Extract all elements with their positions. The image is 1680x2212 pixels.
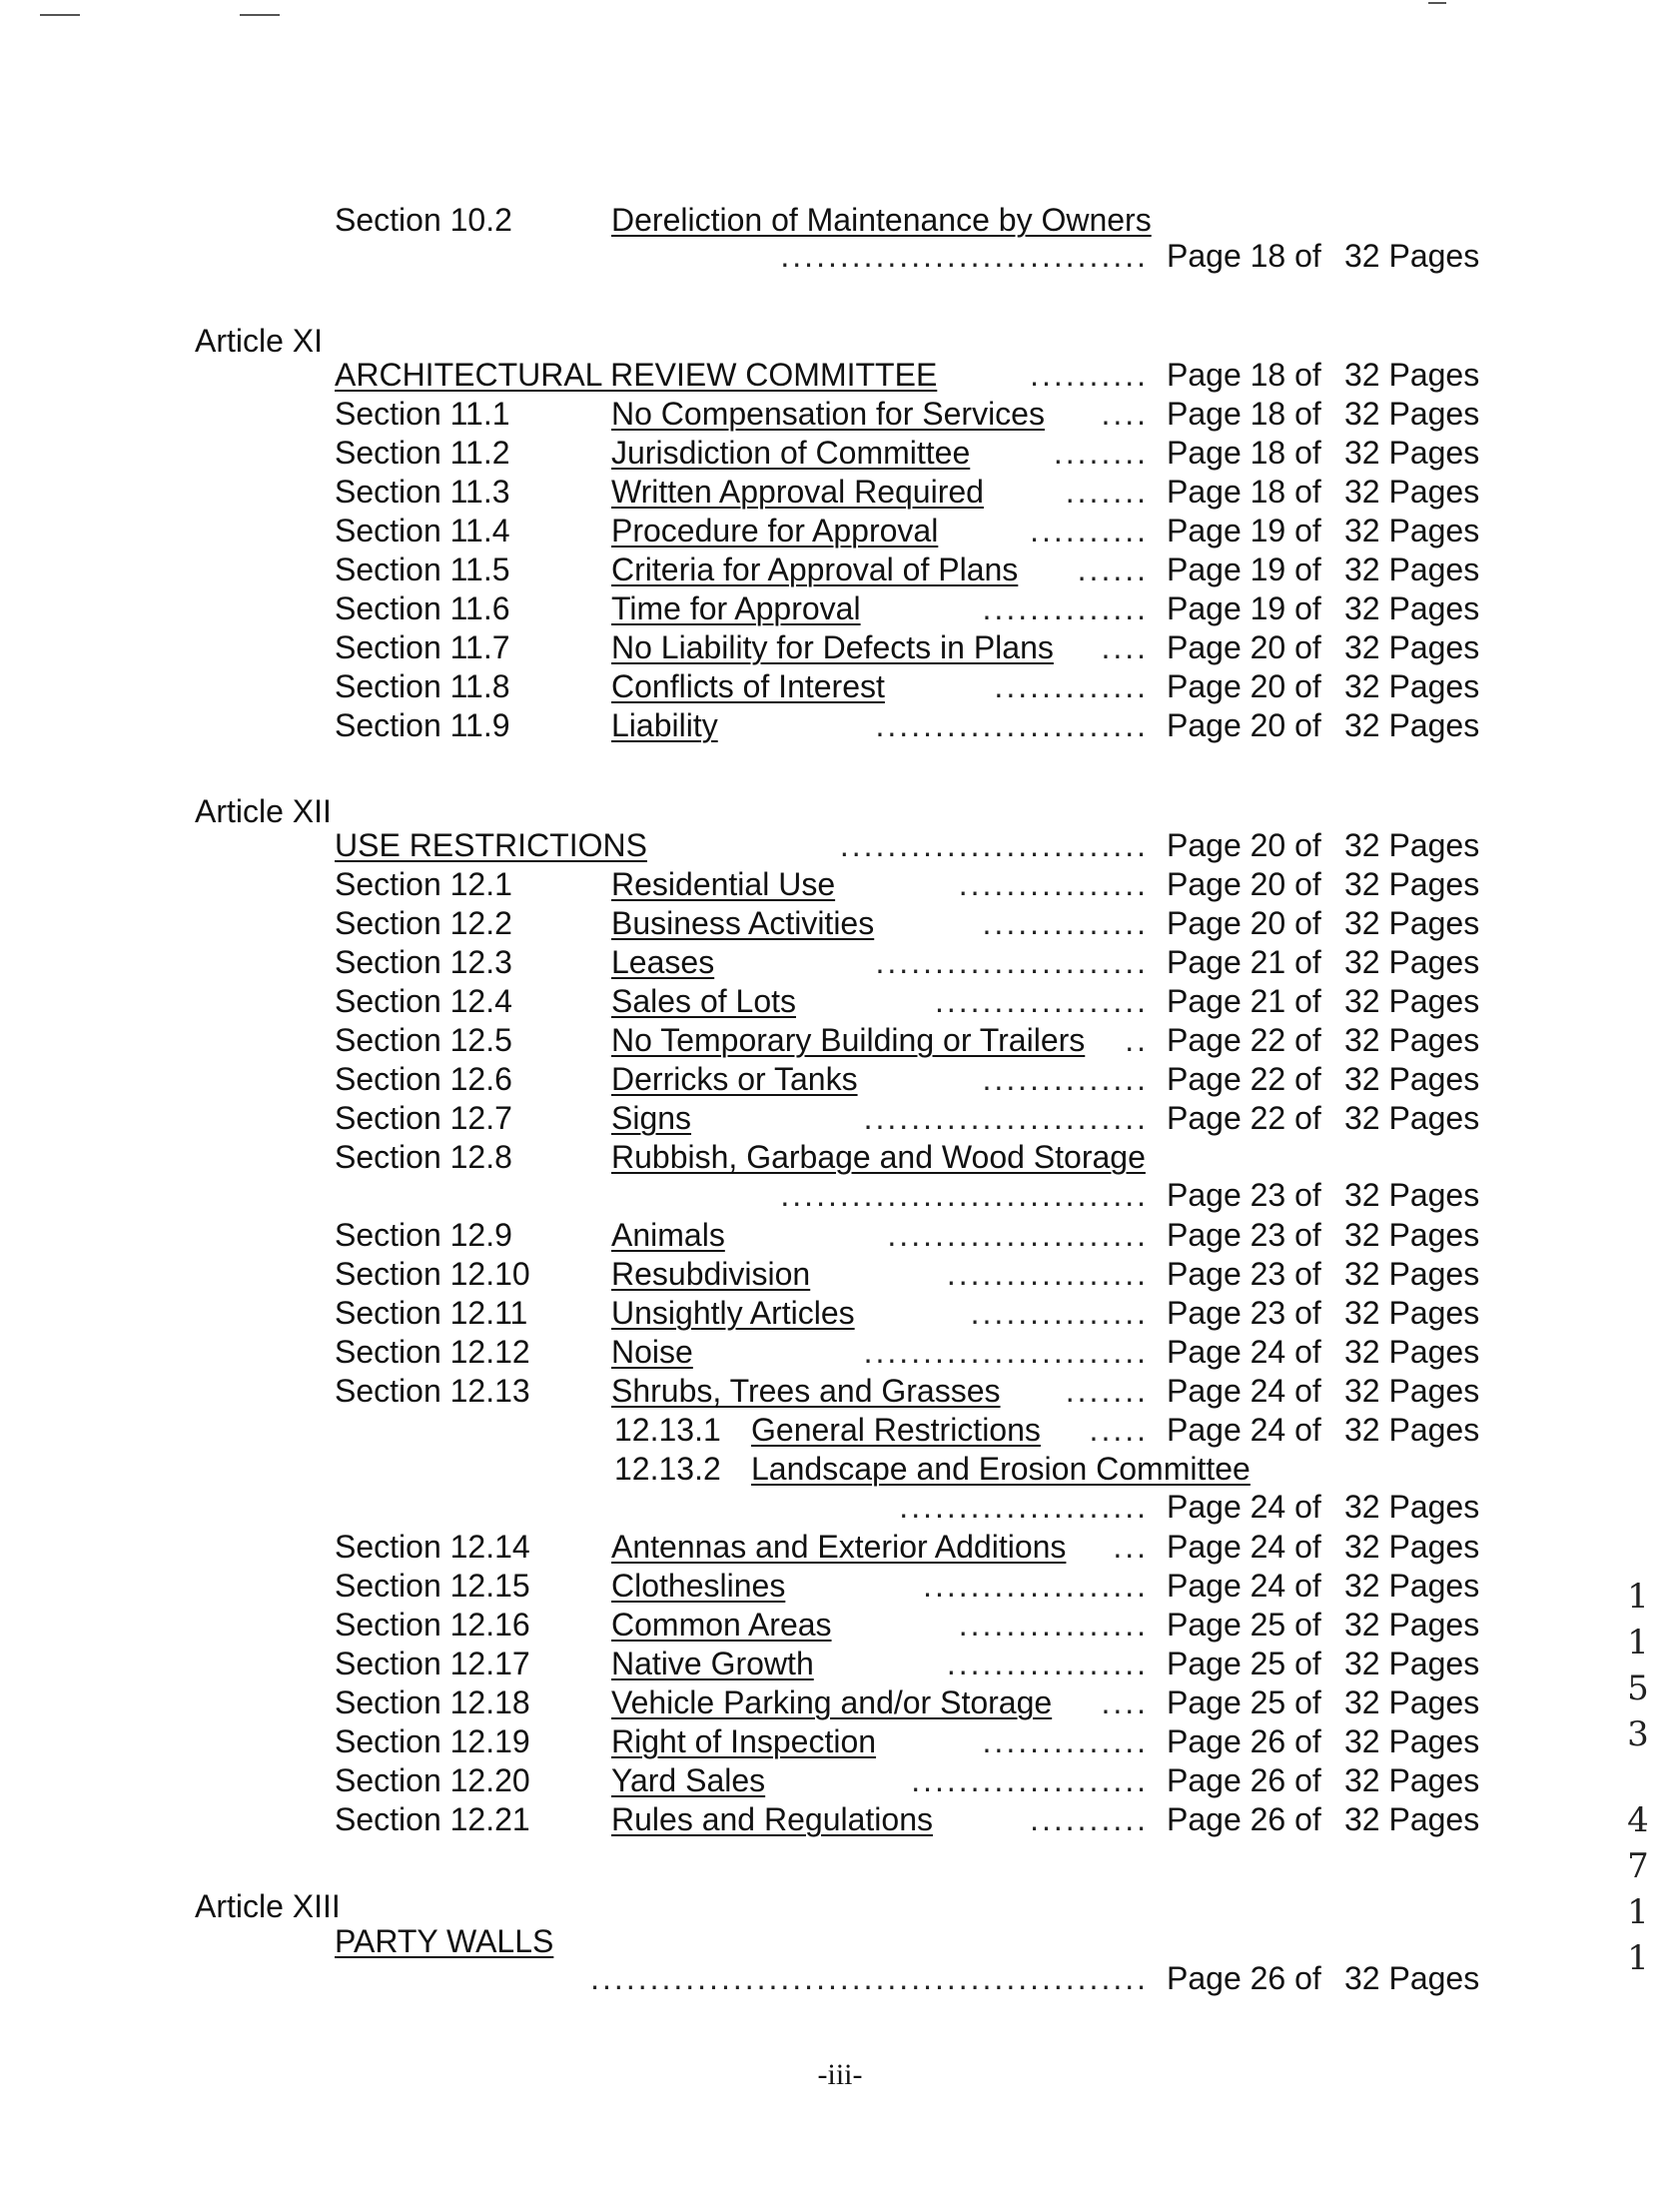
section-title: Time for Approval bbox=[611, 590, 861, 626]
page-ref: Page 23 of bbox=[1167, 1256, 1321, 1292]
toc-entry bbox=[0, 1137, 1680, 1177]
section-title: Signs bbox=[611, 1100, 692, 1136]
dot-leader: .... bbox=[1101, 396, 1149, 432]
section-number: Section 12.3 bbox=[335, 944, 512, 980]
toc-subentry bbox=[0, 1410, 1680, 1450]
stamp-digit: 1 bbox=[1627, 1623, 1649, 1662]
page-ref: Page 20 of bbox=[1167, 866, 1321, 902]
page-total: 32 Pages bbox=[1344, 668, 1480, 704]
section-number: Section 11.2 bbox=[335, 435, 510, 471]
dot-leader: ........................ bbox=[863, 1334, 1149, 1370]
dot-leader: ...................... bbox=[887, 1217, 1149, 1253]
page-total: 32 Pages bbox=[1344, 1217, 1480, 1253]
section-number: Section 12.12 bbox=[335, 1334, 530, 1370]
page-total: 32 Pages bbox=[1344, 238, 1480, 274]
article-label: Article XII bbox=[195, 793, 332, 829]
toc-entry bbox=[0, 627, 1680, 667]
section-number: Section 12.10 bbox=[335, 1256, 530, 1292]
dot-leader: ................ bbox=[958, 866, 1149, 902]
page-total: 32 Pages bbox=[1344, 1256, 1480, 1292]
page-ref: Page 24 of bbox=[1167, 1373, 1321, 1409]
page-ref: Page 23 of bbox=[1167, 1177, 1321, 1213]
toc-entry bbox=[0, 511, 1680, 551]
page-ref: Page 20 of bbox=[1167, 629, 1321, 665]
section-title: Sales of Lots bbox=[611, 983, 796, 1019]
section-number: Section 12.21 bbox=[335, 1801, 530, 1837]
page-total: 32 Pages bbox=[1344, 1177, 1480, 1213]
page-total: 32 Pages bbox=[1344, 1801, 1480, 1837]
section-title: Liability bbox=[611, 707, 718, 743]
subsection-title: General Restrictions bbox=[751, 1412, 1041, 1448]
section-title: Rubbish, Garbage and Wood Storage bbox=[611, 1139, 1146, 1175]
section-number: Section 12.16 bbox=[335, 1607, 530, 1643]
dot-leader: ..................... bbox=[899, 1489, 1149, 1525]
stamp-digit: 1 bbox=[1627, 1938, 1649, 1978]
section-title: Unsightly Articles bbox=[611, 1295, 855, 1331]
section-title: Common Areas bbox=[611, 1607, 832, 1643]
toc-entry bbox=[0, 394, 1680, 434]
toc-entry bbox=[0, 1254, 1680, 1294]
toc-entry bbox=[0, 1371, 1680, 1411]
dot-leader: .............. bbox=[982, 590, 1149, 626]
section-number: Section 12.13 bbox=[335, 1373, 530, 1409]
dot-leader: ....................... bbox=[875, 944, 1149, 980]
toc-entry bbox=[0, 588, 1680, 628]
section-number: Section 12.9 bbox=[335, 1217, 512, 1253]
article-title: USE RESTRICTIONS bbox=[335, 827, 647, 863]
section-title: Clotheslines bbox=[611, 1568, 786, 1604]
dot-leader: .. bbox=[1125, 1022, 1149, 1058]
article-heading bbox=[0, 355, 1680, 395]
section-title: No Temporary Building or Trailers bbox=[611, 1022, 1086, 1058]
page-total: 32 Pages bbox=[1344, 1568, 1480, 1604]
page-ref: Page 18 of bbox=[1167, 238, 1321, 274]
page-ref: Page 19 of bbox=[1167, 590, 1321, 626]
section-title: Dereliction of Maintenance by Owners bbox=[611, 202, 1152, 238]
page-total: 32 Pages bbox=[1344, 1489, 1480, 1525]
section-number: Section 11.1 bbox=[335, 396, 510, 432]
section-number: Section 11.8 bbox=[335, 668, 510, 704]
toc-entry bbox=[0, 472, 1680, 512]
toc-entry bbox=[0, 1566, 1680, 1606]
article-heading bbox=[0, 825, 1680, 865]
page-ref: Page 18 of bbox=[1167, 435, 1321, 471]
dot-leader: .............. bbox=[982, 905, 1149, 941]
toc-entry bbox=[0, 864, 1680, 904]
page-ref: Page 21 of bbox=[1167, 983, 1321, 1019]
section-number: Section 12.8 bbox=[335, 1139, 512, 1175]
page-ref: Page 22 of bbox=[1167, 1061, 1321, 1097]
toc-entry-continuation bbox=[0, 1487, 1680, 1527]
article-heading bbox=[0, 1921, 1680, 1961]
page-total: 32 Pages bbox=[1344, 1646, 1480, 1681]
page-total: 32 Pages bbox=[1344, 1061, 1480, 1097]
toc-entry-continuation bbox=[0, 236, 1680, 276]
toc-entry bbox=[0, 1760, 1680, 1800]
page-total: 32 Pages bbox=[1344, 944, 1480, 980]
page-total: 32 Pages bbox=[1344, 590, 1480, 626]
scan-speck bbox=[240, 14, 280, 16]
subsection-title: Landscape and Erosion Committee bbox=[751, 1451, 1251, 1487]
section-number: Section 11.4 bbox=[335, 513, 510, 549]
section-number: Section 12.6 bbox=[335, 1061, 512, 1097]
page-ref: Page 23 of bbox=[1167, 1217, 1321, 1253]
toc-subentry bbox=[0, 1449, 1680, 1489]
toc-entry bbox=[0, 1799, 1680, 1839]
article-label: Article XI bbox=[195, 323, 324, 359]
toc-entry bbox=[0, 705, 1680, 745]
page-total: 32 Pages bbox=[1344, 357, 1480, 393]
dot-leader: ................... bbox=[923, 1568, 1149, 1604]
page-ref: Page 24 of bbox=[1167, 1334, 1321, 1370]
toc-entry bbox=[0, 1215, 1680, 1255]
toc-entry bbox=[0, 666, 1680, 706]
section-number: Section 12.17 bbox=[335, 1646, 530, 1681]
page-total: 32 Pages bbox=[1344, 827, 1480, 863]
section-number: Section 12.7 bbox=[335, 1100, 512, 1136]
toc-entry bbox=[0, 981, 1680, 1021]
section-number: Section 12.2 bbox=[335, 905, 512, 941]
dot-leader: .......... bbox=[1030, 1801, 1149, 1837]
section-title: Antennas and Exterior Additions bbox=[611, 1529, 1067, 1565]
section-number: Section 12.4 bbox=[335, 983, 512, 1019]
page-ref: Page 20 of bbox=[1167, 707, 1321, 743]
page-total: 32 Pages bbox=[1344, 1607, 1480, 1643]
page-ref: Page 22 of bbox=[1167, 1022, 1321, 1058]
section-number: Section 11.5 bbox=[335, 552, 510, 587]
page-ref: Page 24 of bbox=[1167, 1489, 1321, 1525]
section-number: Section 12.1 bbox=[335, 866, 512, 902]
page-total: 32 Pages bbox=[1344, 396, 1480, 432]
article-label: Article XIII bbox=[195, 1888, 341, 1924]
page-total: 32 Pages bbox=[1344, 1022, 1480, 1058]
section-number: Section 12.18 bbox=[335, 1684, 530, 1720]
section-title: Procedure for Approval bbox=[611, 513, 939, 549]
page-ref: Page 18 of bbox=[1167, 396, 1321, 432]
dot-leader: .............. bbox=[982, 1061, 1149, 1097]
dot-leader: ...... bbox=[1077, 552, 1149, 587]
page-total: 32 Pages bbox=[1344, 707, 1480, 743]
toc-entry bbox=[0, 200, 1680, 240]
section-title: Animals bbox=[611, 1217, 725, 1253]
section-title: Yard Sales bbox=[611, 1762, 766, 1798]
page-ref: Page 20 of bbox=[1167, 905, 1321, 941]
page-ref: Page 26 of bbox=[1167, 1801, 1321, 1837]
page-ref: Page 23 of bbox=[1167, 1295, 1321, 1331]
page-ref: Page 20 of bbox=[1167, 668, 1321, 704]
section-number: Section 12.14 bbox=[335, 1529, 530, 1565]
dot-leader: .... bbox=[1101, 1684, 1149, 1720]
toc-entry bbox=[0, 433, 1680, 473]
page-total: 32 Pages bbox=[1344, 1529, 1480, 1565]
section-title: Noise bbox=[611, 1334, 693, 1370]
dot-leader: ............. bbox=[994, 668, 1149, 704]
page-ref: Page 26 of bbox=[1167, 1723, 1321, 1759]
section-title: Native Growth bbox=[611, 1646, 814, 1681]
toc-entry bbox=[0, 1293, 1680, 1333]
dot-leader: .............. bbox=[982, 1723, 1149, 1759]
stamp-digit: 3 bbox=[1627, 1714, 1649, 1754]
subsection-number: 12.13.2 bbox=[614, 1451, 721, 1487]
toc-entry bbox=[0, 1098, 1680, 1138]
page-total: 32 Pages bbox=[1344, 1684, 1480, 1720]
page-ref: Page 25 of bbox=[1167, 1646, 1321, 1681]
dot-leader: ................ bbox=[958, 1607, 1149, 1643]
stamp-digit: 5 bbox=[1627, 1668, 1649, 1708]
toc-entry bbox=[0, 1059, 1680, 1099]
page-ref: Page 20 of bbox=[1167, 827, 1321, 863]
section-title: Criteria for Approval of Plans bbox=[611, 552, 1019, 587]
page-ref: Page 26 of bbox=[1167, 1960, 1321, 1996]
section-number: Section 12.19 bbox=[335, 1723, 530, 1759]
section-title: Conflicts of Interest bbox=[611, 668, 885, 704]
toc-entry bbox=[0, 1721, 1680, 1761]
dot-leader: ....... bbox=[1065, 1373, 1149, 1409]
section-number: Section 12.11 bbox=[335, 1295, 528, 1331]
section-title: Shrubs, Trees and Grasses bbox=[611, 1373, 1001, 1409]
page-ref: Page 24 of bbox=[1167, 1412, 1321, 1448]
dot-leader: ........................ bbox=[863, 1100, 1149, 1136]
page-total: 32 Pages bbox=[1344, 1334, 1480, 1370]
page-total: 32 Pages bbox=[1344, 1373, 1480, 1409]
dot-leader: .......................... bbox=[839, 827, 1149, 863]
page-total: 32 Pages bbox=[1344, 1723, 1480, 1759]
toc-entry bbox=[0, 1682, 1680, 1722]
toc-entry-continuation bbox=[0, 1958, 1680, 1998]
dot-leader: .................. bbox=[934, 983, 1149, 1019]
section-title: Derricks or Tanks bbox=[611, 1061, 858, 1097]
page-total: 32 Pages bbox=[1344, 866, 1480, 902]
section-number: Section 12.5 bbox=[335, 1022, 512, 1058]
stamp-digit: 1 bbox=[1627, 1577, 1649, 1617]
page-total: 32 Pages bbox=[1344, 905, 1480, 941]
page-ref: Page 18 of bbox=[1167, 474, 1321, 510]
section-title: Right of Inspection bbox=[611, 1723, 877, 1759]
page-ref: Page 19 of bbox=[1167, 552, 1321, 587]
scan-speck bbox=[1428, 2, 1446, 4]
section-title: Business Activities bbox=[611, 905, 875, 941]
section-title: Jurisdiction of Committee bbox=[611, 435, 971, 471]
section-number: Section 12.20 bbox=[335, 1762, 530, 1798]
page-total: 32 Pages bbox=[1344, 629, 1480, 665]
page-ref: Page 24 of bbox=[1167, 1529, 1321, 1565]
page-ref: Page 22 of bbox=[1167, 1100, 1321, 1136]
toc-entry bbox=[0, 1644, 1680, 1683]
dot-leader: ............... bbox=[970, 1295, 1149, 1331]
page-ref: Page 19 of bbox=[1167, 513, 1321, 549]
page-total: 32 Pages bbox=[1344, 1412, 1480, 1448]
stamp-digit: 7 bbox=[1627, 1846, 1649, 1886]
section-title: No Compensation for Services bbox=[611, 396, 1045, 432]
dot-leader: ....... bbox=[1065, 474, 1149, 510]
section-title: Rules and Regulations bbox=[611, 1801, 933, 1837]
article-title: ARCHITECTURAL REVIEW COMMITTEE bbox=[335, 357, 938, 393]
section-number: Section 11.9 bbox=[335, 707, 510, 743]
toc-entry-continuation bbox=[0, 1175, 1680, 1215]
dot-leader: ... bbox=[1113, 1529, 1149, 1565]
page-ref: Page 21 of bbox=[1167, 944, 1321, 980]
dot-leader: .................... bbox=[911, 1762, 1149, 1798]
stamp-digit: 1 bbox=[1627, 1892, 1649, 1932]
toc-entry bbox=[0, 1605, 1680, 1645]
dot-leader: ........ bbox=[1053, 435, 1149, 471]
toc-entry bbox=[0, 1332, 1680, 1372]
section-title: Written Approval Required bbox=[611, 474, 984, 510]
page-ref: Page 18 of bbox=[1167, 357, 1321, 393]
toc-entry bbox=[0, 550, 1680, 589]
dot-leader: ............................... bbox=[780, 1177, 1149, 1213]
dot-leader: ............................................... bbox=[590, 1960, 1149, 1996]
section-number: Section 11.7 bbox=[335, 629, 510, 665]
page-total: 32 Pages bbox=[1344, 435, 1480, 471]
recording-stamp bbox=[1618, 1574, 1658, 1981]
page-ref: Page 26 of bbox=[1167, 1762, 1321, 1798]
dot-leader: .... bbox=[1101, 629, 1149, 665]
dot-leader: ............................... bbox=[780, 238, 1149, 274]
section-title: Residential Use bbox=[611, 866, 836, 902]
dot-leader: ....................... bbox=[875, 707, 1149, 743]
toc-entry bbox=[0, 1020, 1680, 1060]
section-title: No Liability for Defects in Plans bbox=[611, 629, 1054, 665]
toc-entry bbox=[0, 1527, 1680, 1567]
section-number: Section 12.15 bbox=[335, 1568, 530, 1604]
subsection-number: 12.13.1 bbox=[614, 1412, 721, 1448]
page-total: 32 Pages bbox=[1344, 1295, 1480, 1331]
stamp-digit: 4 bbox=[1627, 1800, 1649, 1840]
dot-leader: ................. bbox=[946, 1256, 1149, 1292]
page-total: 32 Pages bbox=[1344, 513, 1480, 549]
page-number-footer: -iii- bbox=[817, 2058, 863, 2091]
page-total: 32 Pages bbox=[1344, 1100, 1480, 1136]
section-number: Section 11.3 bbox=[335, 474, 510, 510]
article-title: PARTY WALLS bbox=[335, 1923, 554, 1959]
section-number: Section 11.6 bbox=[335, 590, 510, 626]
toc-entry bbox=[0, 942, 1680, 982]
dot-leader: .......... bbox=[1030, 357, 1149, 393]
dot-leader: ..... bbox=[1089, 1412, 1149, 1448]
dot-leader: .......... bbox=[1030, 513, 1149, 549]
page-total: 32 Pages bbox=[1344, 983, 1480, 1019]
scan-speck bbox=[40, 14, 80, 16]
page-total: 32 Pages bbox=[1344, 474, 1480, 510]
toc-entry bbox=[0, 903, 1680, 943]
page-ref: Page 24 of bbox=[1167, 1568, 1321, 1604]
section-number: Section 10.2 bbox=[335, 202, 512, 238]
section-title: Vehicle Parking and/or Storage bbox=[611, 1684, 1053, 1720]
page-total: 32 Pages bbox=[1344, 1762, 1480, 1798]
section-title: Leases bbox=[611, 944, 715, 980]
section-title: Resubdivision bbox=[611, 1256, 811, 1292]
dot-leader: ................. bbox=[946, 1646, 1149, 1681]
page-total: 32 Pages bbox=[1344, 552, 1480, 587]
page-ref: Page 25 of bbox=[1167, 1684, 1321, 1720]
page-ref: Page 25 of bbox=[1167, 1607, 1321, 1643]
page-total: 32 Pages bbox=[1344, 1960, 1480, 1996]
